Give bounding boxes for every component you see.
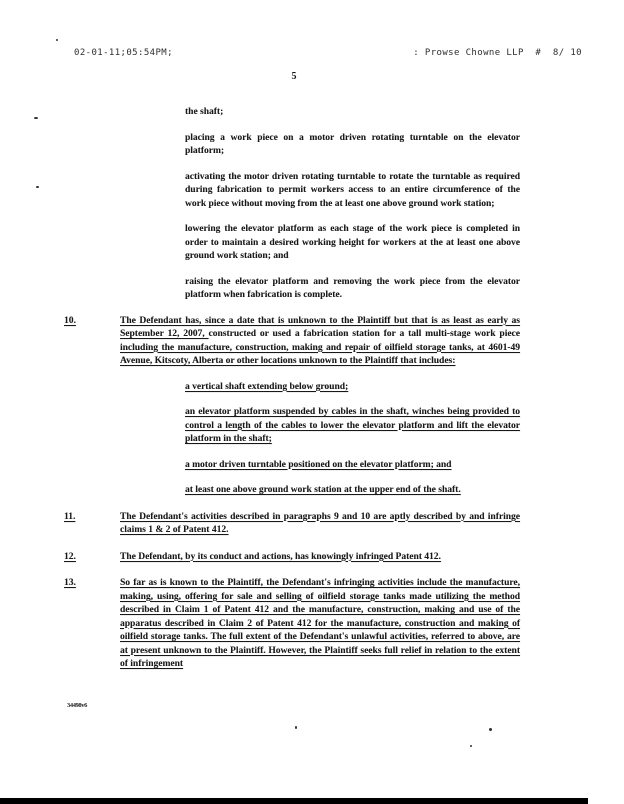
paragraph-text: The Defendant's activities described in paragraphs 9 and 10 are aptly described by and infringe claims 1 & 2 of Patent 412. <box>120 511 520 535</box>
document-body <box>64 106 520 685</box>
scan-speck <box>470 745 472 747</box>
paragraph-number: 13. <box>64 578 76 588</box>
paragraph-number: 11. <box>64 511 76 522</box>
scan-speck <box>295 726 297 729</box>
doc-number: 34498v6 <box>67 702 87 709</box>
scan-speck <box>489 728 492 731</box>
fax-header <box>0 48 624 62</box>
scan-speck <box>36 186 39 188</box>
subclause: an elevator platform suspended by cables in the shaft, winches being provided to control a length of the cables to lower the elevator platform and lift the elevator platform in the shaft; <box>185 407 520 444</box>
scan-speck <box>56 39 58 41</box>
paragraph-text: The Defendant, by its conduct and actions, has knowingly infringed Patent 412. <box>120 551 441 562</box>
fax-timestamp: 02-01-11;05:54PM; <box>74 48 173 58</box>
paragraph-body <box>120 551 520 565</box>
clause: placing a work piece on a motor driven rotating turntable on the elevator platform; <box>185 132 520 156</box>
paragraph-text: including the manufacture, construction, making and repair of oilfield storage tanks, at 4601-49 Avenue, Kitscoty, Alberta or other locations unknown to the Plaintiff that includes: <box>120 342 520 366</box>
scan-speck <box>34 117 38 119</box>
paragraph-text: constructed or used a fabrication station for a tall multi-stage work piece <box>208 329 520 339</box>
paragraph-body <box>120 577 520 672</box>
clause: lowering the elevator platform as each stage of the work piece is completed in order to maintain a desired working height for workers at the at least one above ground work station; and <box>185 224 520 261</box>
fax-sender-page-info: : Prowse Chowne LLP # 8/ 10 <box>413 48 582 58</box>
paragraph <box>64 511 520 538</box>
subclause: a vertical shaft extending below ground; <box>185 381 349 392</box>
paragraph-number: 10. <box>64 315 76 326</box>
paragraph-text: The Defendant has, since a date that is unknown to the Plaintiff but that is as least as early as September 12, 2007, <box>120 315 520 339</box>
subclause: a motor driven turntable positioned on the elevator platform; and <box>185 459 452 470</box>
numbered-paragraphs <box>64 315 520 672</box>
paragraph-number: 12. <box>64 551 76 562</box>
paragraph <box>64 315 520 498</box>
clause: raising the elevator platform and removing the work piece from the elevator platform when fabrication is complete. <box>185 276 520 300</box>
scan-artifact-bar <box>0 798 588 804</box>
paragraph <box>64 551 520 565</box>
clause: activating the motor driven rotating turntable to rotate the turntable as required during fabrication to permit workers access to an entire circumference of the work piece without moving from the at least one above ground work station; <box>185 171 520 209</box>
paragraph-body <box>120 511 520 538</box>
subclause: at least one above ground work station at the upper end of the shaft. <box>185 485 461 495</box>
clause: the shaft; <box>185 107 224 117</box>
preamble-clauses <box>120 106 520 303</box>
paragraph <box>64 577 520 672</box>
paragraph-body <box>120 315 520 369</box>
page-number: 5 <box>291 71 297 82</box>
paragraph-text: So far as is known to the Plaintiff, the Defendant's infringing activities include the manufacture, making, using, offering for sale and selling of oilfield storage tanks made utilizing the method described in Claim 1 of Patent 412 and the manufacture, construction, making and use of the apparatus described in Claim 2 of Patent 412 for the manufacture, construction and making of oilfield storage tanks. The full extent of the Defendant's unlawful activities, referred to above, are at present unknown to the Plaintiff. However, the Plaintiff seeks full relief in relation to the extent of infringement <box>120 578 520 669</box>
subclause-list <box>120 381 520 498</box>
